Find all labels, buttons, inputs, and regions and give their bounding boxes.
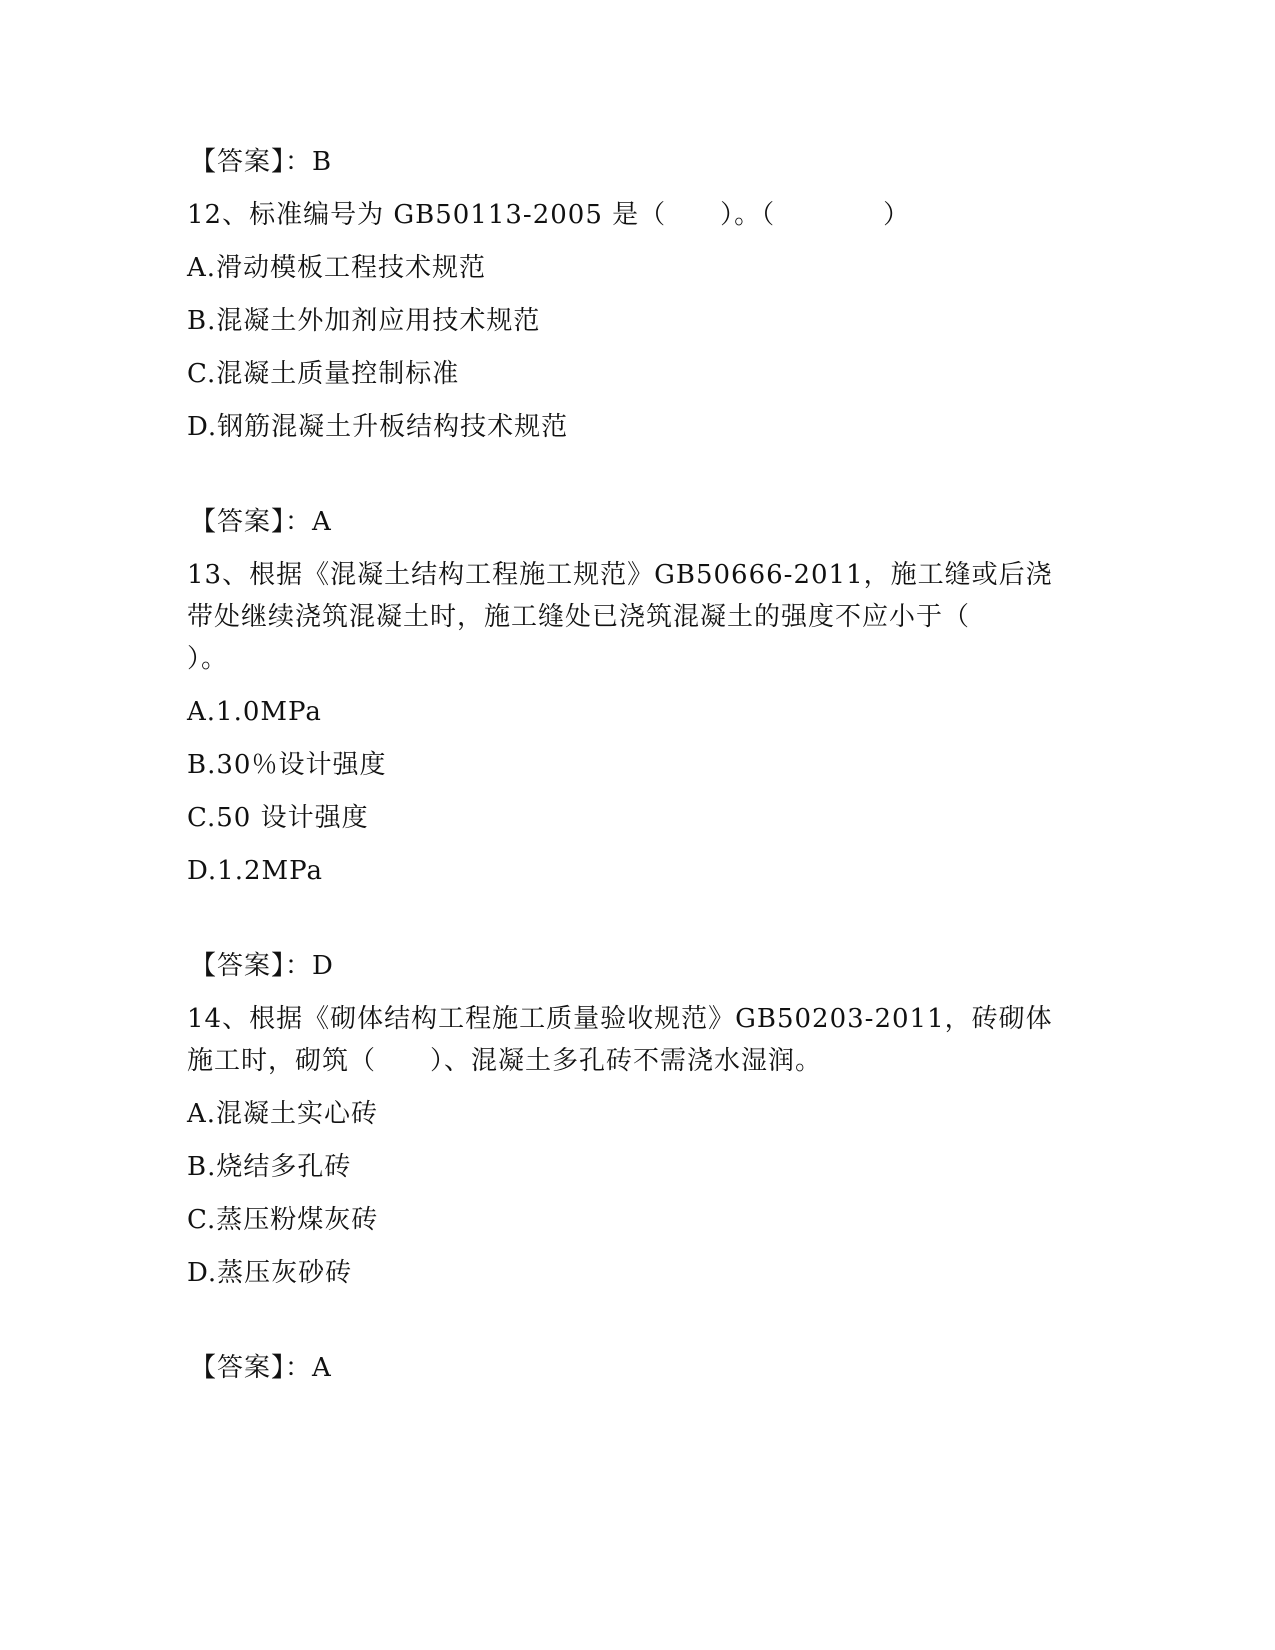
answer-q12: 【答案】：A — [190, 507, 332, 537]
question-12-option-c: C.混凝土质量控制标准 — [187, 359, 460, 389]
question-13-stem-line-1: 13、根据《混凝土结构工程施工规范》GB50666-2011，施工缝或后浇 — [187, 560, 1053, 590]
question-13-option-c: C.50 设计强度 — [187, 803, 369, 833]
question-13-option-b: B.30％设计强度 — [187, 750, 387, 780]
question-14-option-b: B.烧结多孔砖 — [187, 1152, 352, 1182]
answer-q11: 【答案】：B — [190, 147, 333, 177]
question-14-stem-line-1: 14、根据《砌体结构工程施工质量验收规范》GB50203-2011，砖砌体 — [187, 1004, 1053, 1034]
answer-q14: 【答案】：A — [190, 1353, 332, 1383]
question-13-stem-line-3: ）。 — [187, 644, 229, 674]
question-12-option-d: D.钢筋混凝土升板结构技术规范 — [187, 412, 569, 442]
question-13-option-d: D.1.2MPa — [187, 856, 323, 886]
question-12-option-a: A.滑动模板工程技术规范 — [187, 253, 487, 283]
question-14-option-c: C.蒸压粉煤灰砖 — [187, 1205, 379, 1235]
answer-q13: 【答案】：D — [190, 951, 334, 981]
question-13-stem-line-2: 带处继续浇筑混凝土时，施工缝处已浇筑混凝土的强度不应小于（ — [187, 602, 971, 632]
question-12-option-b: B.混凝土外加剂应用技术规范 — [187, 306, 541, 336]
question-12-stem: 12、标准编号为 GB50113-2005 是（ ）。（ ） — [187, 200, 911, 230]
question-14-option-a: A.混凝土实心砖 — [187, 1099, 379, 1129]
question-13-option-a: A.1.0MPa — [187, 697, 322, 727]
question-14-option-d: D.蒸压灰砂砖 — [187, 1258, 353, 1288]
question-14-stem-line-2: 施工时，砌筑（ ）、混凝土多孔砖不需浇水湿润。 — [187, 1046, 823, 1076]
